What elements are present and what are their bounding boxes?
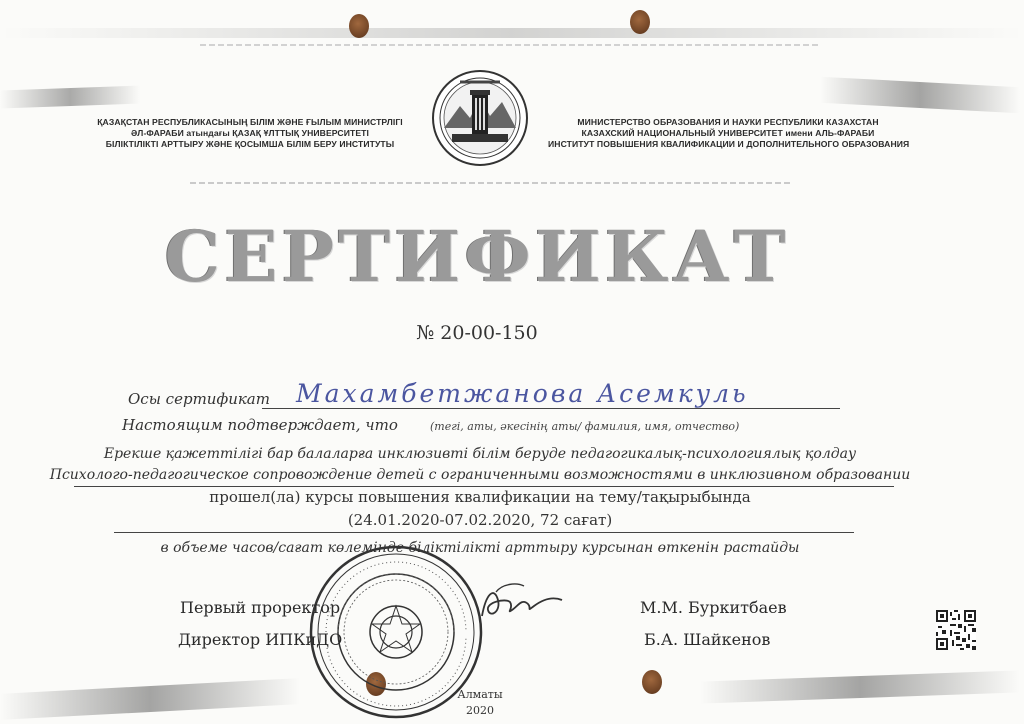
punch-hole (642, 670, 662, 694)
topic-kz: Ерекше қажеттілігі бар балаларға инклюзивті білім беруде педагогикалық-психологиялық қолдау (103, 446, 857, 462)
scan-band-bottom-left (0, 678, 300, 720)
topic-ru: Психолого-педагогическое сопровождение детей с ограниченными возможностями в инклюзивном образовании (49, 467, 911, 483)
scan-dash-top (200, 44, 820, 46)
header-right-line-1: МИНИСТЕРСТВО ОБРАЗОВАНИЯ И НАУКИ РЕСПУБЛИКИ КАЗАХСТАН (577, 117, 879, 127)
label-kz: Осы сертификат (128, 390, 270, 408)
course-dates: (24.01.2020-07.02.2020, 72 сағат) (347, 511, 613, 529)
signatory-role-1: Первый проректор (180, 598, 341, 617)
header-left-line-3: БІЛІКТІЛІКТІ АРТТЫРУ ЖӘНЕ ҚОСЫМША БІЛІМ БЕРУ ИНСТИТУТЫ (105, 139, 395, 149)
scan-band-bottom-right (700, 670, 1020, 703)
punch-hole (630, 10, 650, 34)
signatory-role-2: Директор ИПКиДО (178, 630, 343, 649)
dates-underline (114, 532, 854, 533)
punch-hole (349, 14, 369, 38)
scan-band-left (0, 86, 140, 109)
header-right-line-2: КАЗАХСКИЙ НАЦИОНАЛЬНЫЙ УНИВЕРСИТЕТ имени АЛЬ-ФАРАБИ (581, 128, 875, 138)
certificate-title: СЕРТИФИКАТ (164, 215, 790, 298)
recipient-name: Махамбетжанова Асемкуль (296, 379, 749, 408)
scan-dash-mid (190, 182, 790, 184)
city: Алматы (457, 688, 503, 701)
header-right (548, 117, 908, 150)
header-left-line-2: ӘЛ-ФАРАБИ атындағы ҚАЗАҚ ҰЛТТЫҚ УНИВЕРСИТЕТІ (130, 128, 370, 138)
scan-band-top (0, 28, 1024, 38)
year: 2020 (466, 704, 494, 717)
course-line: прошел(ла) курсы повышения квалификации на тему/тақырыбында (209, 488, 751, 506)
label-ru: Настоящим подтверждает, что (122, 416, 398, 434)
volume-line: в объеме часов/сағат көлемінде біліктілікті арттыру курсынан өткенін растайды (160, 540, 800, 556)
scan-band-right (820, 77, 1020, 113)
signatory-name-1: М.М. Буркитбаев (640, 598, 787, 617)
name-hint: (тегі, аты, әкесінің аты/ фамилия, имя, отчество) (430, 420, 740, 433)
university-emblem-icon (430, 68, 530, 168)
handwritten-signature (476, 580, 566, 626)
certificate-number: № 20-00-150 (416, 322, 538, 344)
header-left (60, 117, 440, 150)
header-left-line-1: ҚАЗАҚСТАН РЕСПУБЛИКАСЫНЫҢ БІЛІМ ЖӘНЕ ҒЫЛЫМ МИНИСТРЛІГІ (97, 117, 403, 127)
signatory-name-2: Б.А. Шайкенов (644, 630, 771, 649)
topic-underline (74, 486, 894, 487)
qr-code-icon (936, 610, 976, 650)
header-right-line-3: ИНСТИТУТ ПОВЫШЕНИЯ КВАЛИФИКАЦИИ И ДОПОЛНИТЕЛЬНОГО ОБРАЗОВАНИЯ (548, 139, 910, 149)
name-underline (262, 408, 840, 409)
